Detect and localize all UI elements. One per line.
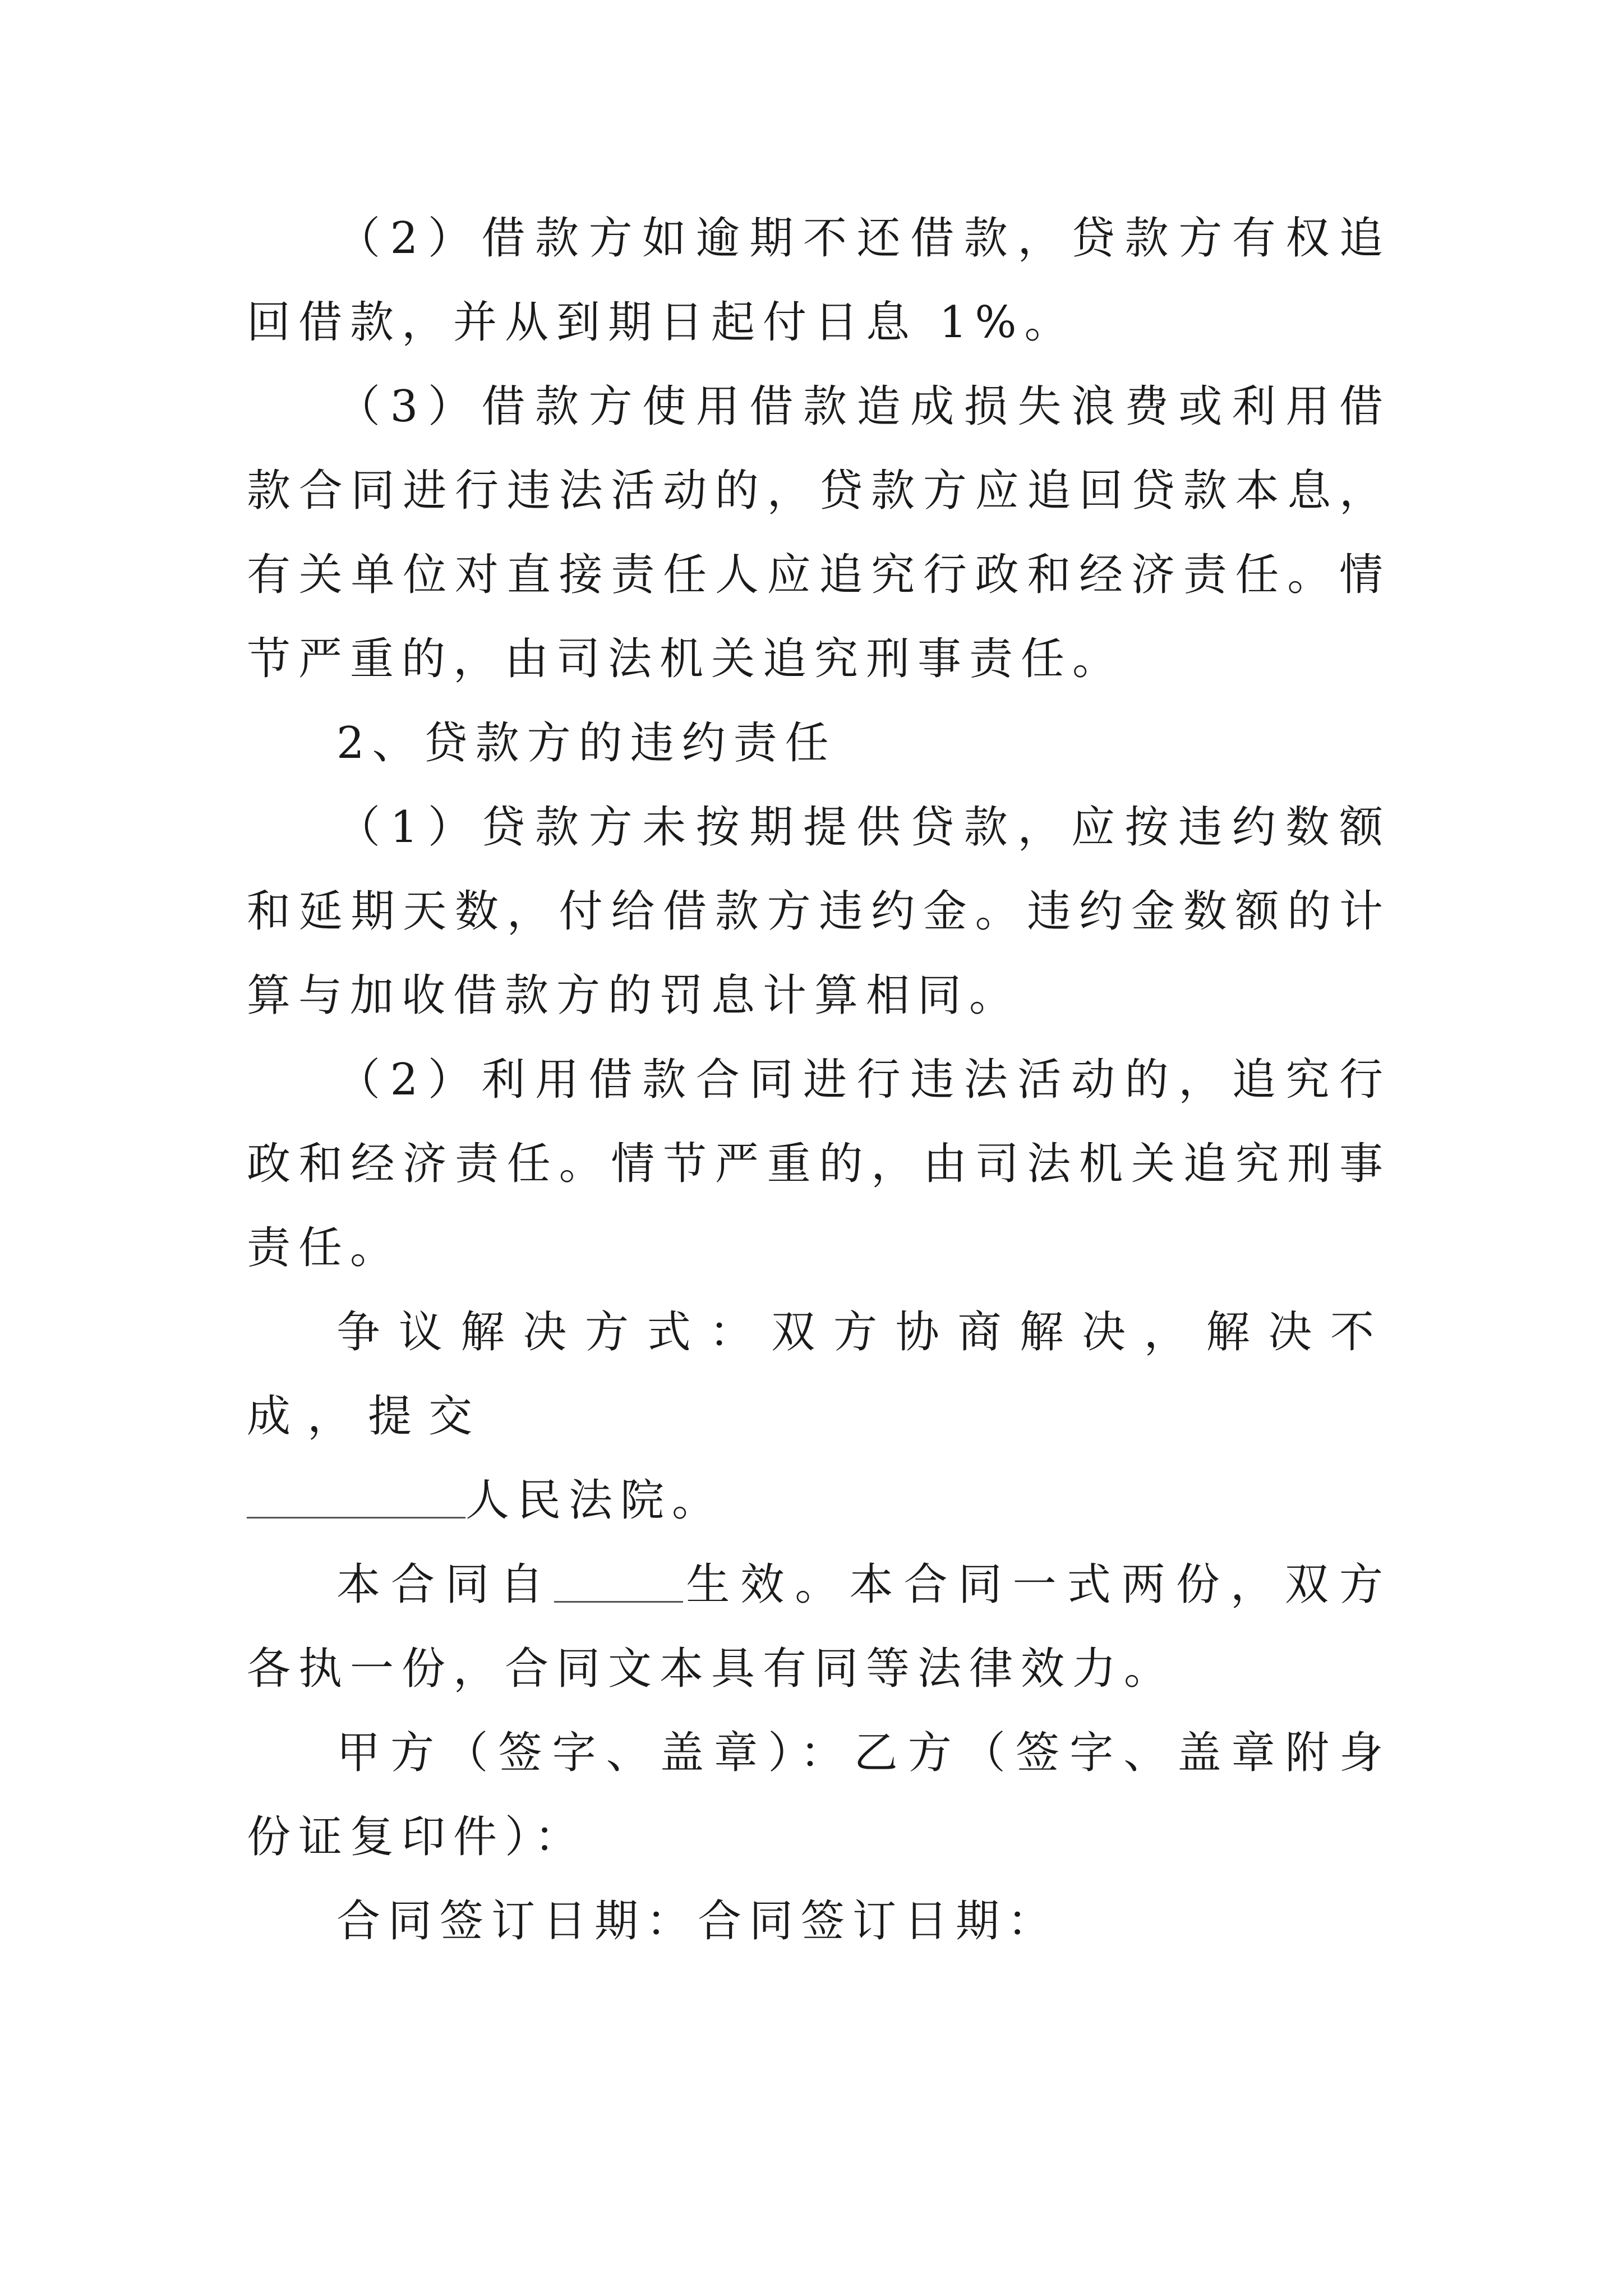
clause-lender-late-loan: （1）贷款方未按期提供贷款，应按违约数额和延期天数，付给借款方违约金。违约金数额的计算与加收借款方的罚息计算相同。 [247,802,1391,1021]
dispute-resolution-text: 争议解决方式：双方协商解决，解决不成，提交 [247,1307,1391,1442]
dispute-court-line [247,1458,1391,1543]
dispute-resolution-clause [247,1290,1391,1458]
effective-date-blank[interactable] [554,1562,683,1603]
signature-line: 甲方（签字、盖章）：乙方（签字、盖章附身份证复印件）： [247,1728,1391,1862]
effective-prefix-text: 本合同自 [336,1559,555,1610]
effective-clause [247,1543,1391,1711]
signing-date-line: 合同签订日期：合同签订日期： [336,1896,1059,1947]
clause-borrower-overdue: （2）借款方如逾期不还借款，贷款方有权追回借款，并从到期日起付日息 1%。 [247,213,1391,348]
clause-borrower-misuse: （3）借款方使用借款造成损失浪费或利用借款合同进行违法活动的，贷款方应追回贷款本息，有关单位对直接责任人应追究行政和经济责任。情节严重的，由司法机关追究刑事责任。 [247,381,1391,684]
effective-suffix-text: 生效。本合同一式两份，双方各执一份，合同文本具有同等法律效力。 [247,1559,1391,1694]
court-suffix-text: 人民法院。 [465,1475,724,1526]
document-body [247,196,1391,1963]
clause-illegal-activity: （2）利用借款合同进行违法活动的，追究行政和经济责任。情节严重的，由司法机关追究刑事责任。 [247,1055,1391,1273]
section-lender-liability-heading: 2、贷款方的违约责任 [336,718,837,769]
court-name-blank[interactable] [247,1478,465,1519]
